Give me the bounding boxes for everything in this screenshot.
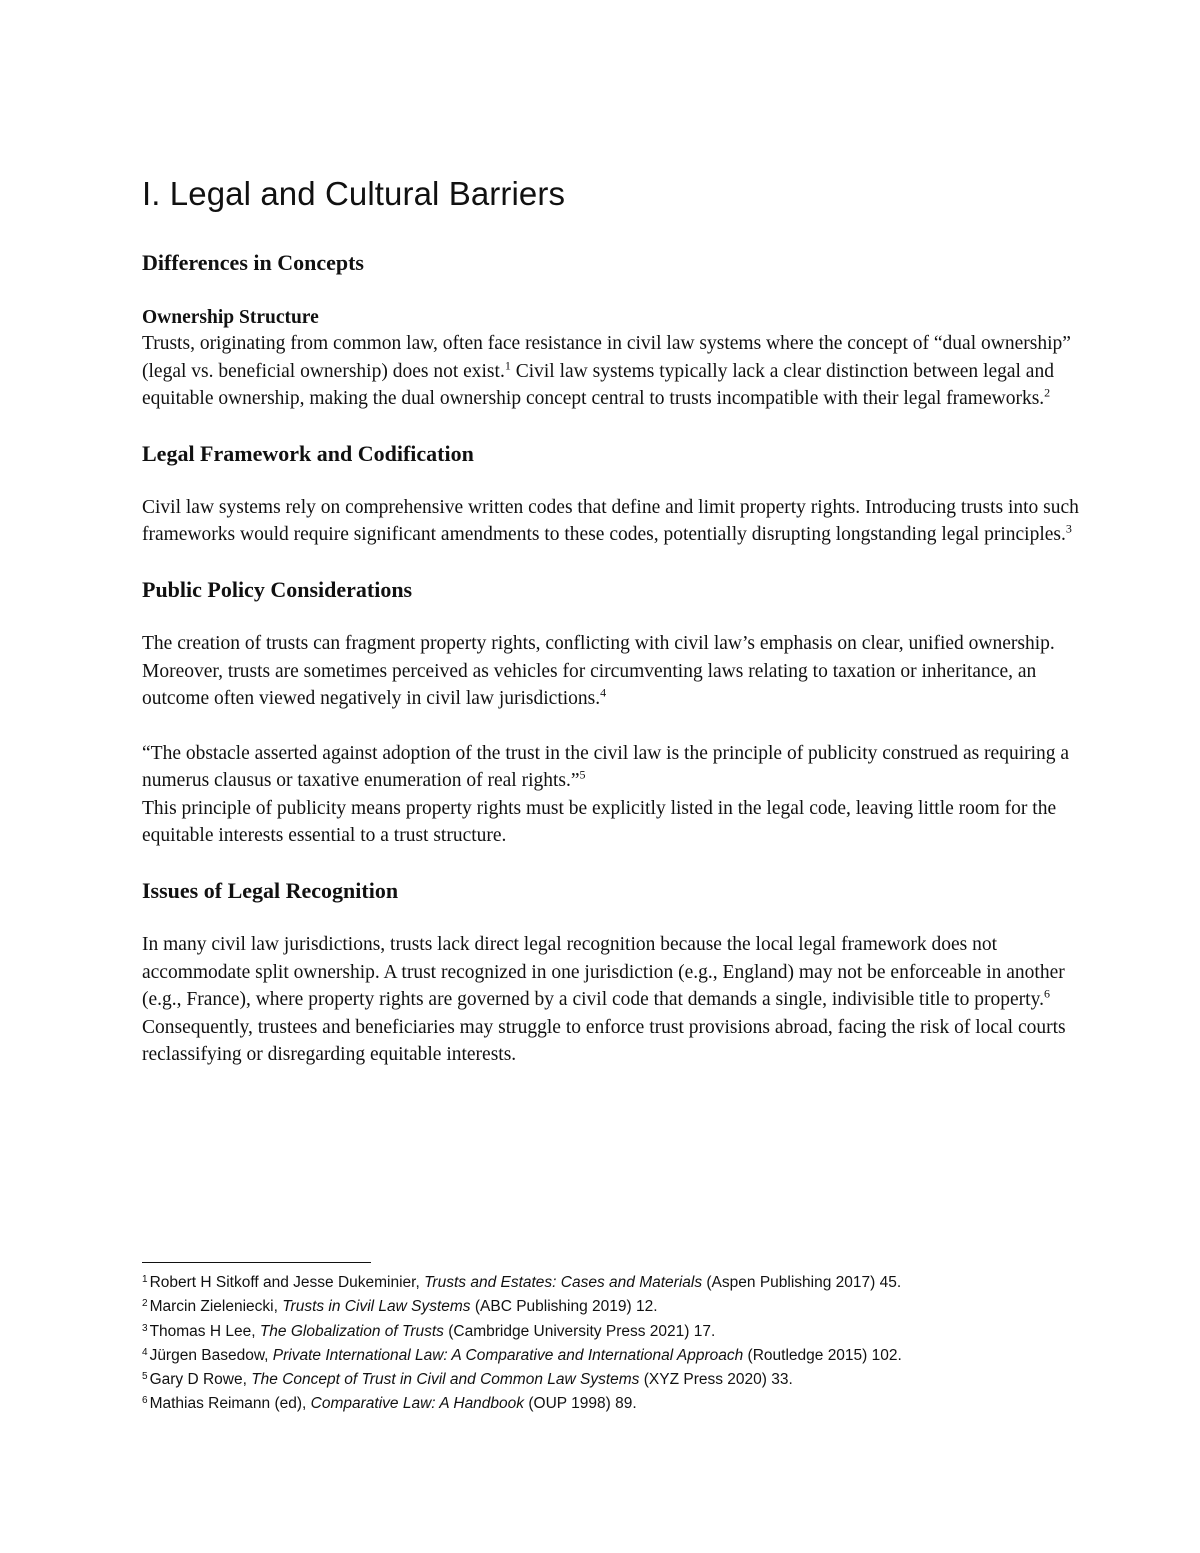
footnote-title: Trusts and Estates: Cases and Materials [424,1274,703,1291]
footnote-item [142,1271,1102,1295]
footnote-number: 4 [142,1346,148,1358]
footnote-title: The Concept of Trust in Civil and Common Law Systems [251,1371,640,1389]
footnote-title: The Globalization of Trusts [259,1322,444,1340]
footnotes [142,1262,1102,1417]
footnote-item [142,1344,1102,1368]
footnote-number: 3 [142,1322,148,1334]
footnote-number: 6 [142,1395,148,1407]
footnote-author: Gary D Rowe, [149,1371,252,1389]
footnote-title: Comparative Law: A Handbook [310,1395,525,1413]
page-title: I. Legal and Cultural Barriers [142,175,566,212]
recognition-paragraph [142,931,1082,1069]
footnote-item [142,1295,1102,1319]
footnote-ref-4[interactable]: 4 [600,685,607,700]
public-policy-section [142,577,1082,850]
codification-text: Civil law systems rely on comprehensive written codes that define and limit property rights. Introducing trusts into such frameworks would require significant amendments to these codes, potentially disrupting longstanding legal principles. [142,496,1079,546]
recognition-section [142,878,1082,1069]
recognition-text-2: Consequently, trustees and beneficiaries may struggle to enforce trust provisions abroad, facing the risk of local courts reclassifying or disregarding equitable interests. [142,1016,1066,1066]
footnote-author: Jürgen Basedow, [149,1346,273,1364]
publicity-quote: “The obstacle asserted against adoption of the trust in the civil law is the principle of publicity construed as requiring a numerus clausus or taxative enumeration of real rights.” [142,742,1070,792]
footnote-author: Thomas H Lee, [149,1322,260,1340]
footnote-item [142,1392,1102,1416]
public-policy-heading: Public Policy Considerations [142,576,413,602]
publicity-explanation: This principle of publicity means property rights must be explicitly listed in the legal code, leaving little room for the equitable interests essential to a trust structure. [142,797,1057,847]
document-body [142,176,1082,1097]
footnote-ref-1[interactable]: 1 [504,358,511,373]
ownership-text-1: Trusts, originating from common law, often face resistance in civil law systems where the concept of “dual ownership” (legal vs. beneficial ownership) does not exist. [142,333,1071,382]
footnote-separator [142,1262,371,1263]
footnote-author: Robert H Sitkoff and Jesse Dukeminier, [149,1274,425,1291]
codification-section [142,441,1082,549]
codification-heading: Legal Framework and Codification [142,440,474,466]
footnote-number: 2 [142,1298,148,1310]
public-policy-text: The creation of trusts can fragment property rights, conflicting with civil law’s emphasis on clear, unified ownership. Moreover, trusts are sometimes perceived as vehicles for circumventing laws relating to taxation or inheritance, an outcome often viewed negatively in civil law jurisdictions. [142,633,1055,710]
ownership-text-2: Civil law systems typically lack a clear distinction between legal and equitable ownership, making the dual ownership concept central to trusts incompatible with their legal frameworks. [142,360,1054,410]
public-policy-paragraph [142,630,1082,713]
ownership-structure-block [142,305,1082,413]
footnote-author: Marcin Zieleniecki, [149,1298,283,1316]
footnote-ref-6[interactable]: 6 [1043,986,1050,1001]
footnote-item [142,1368,1102,1392]
ownership-heading: Ownership Structure [142,306,319,328]
footnote-citation: (Cambridge University Press 2021) 17. [443,1322,716,1340]
recognition-text-1: In many civil law jurisdictions, trusts lack direct legal recognition because the local legal framework does not accommodate split ownership. A trust recognized in one jurisdiction (e.g., England) may not be enforceable in another (e.g., France), where property rights are governed by a civil code that demands a single, indivisible title to property. [142,934,1065,1011]
footnote-citation: (OUP 1998) 89. [524,1395,637,1413]
footnote-citation: (ABC Publishing 2019) 12. [470,1298,658,1316]
footnote-title: Trusts in Civil Law Systems [282,1298,471,1316]
footnote-citation: (XYZ Press 2020) 33. [639,1371,793,1389]
ownership-paragraph [142,330,1082,413]
footnote-number: 1 [142,1274,148,1285]
recognition-heading: Issues of Legal Recognition [142,877,399,903]
footnote-citation: (Routledge 2015) 102. [743,1346,902,1364]
footnote-number: 5 [142,1371,148,1383]
footnote-ref-5[interactable]: 5 [579,767,586,782]
footnote-ref-2[interactable]: 2 [1044,385,1051,400]
section-heading-differences: Differences in Concepts [142,250,364,276]
footnote-item [142,1320,1102,1344]
footnote-author: Mathias Reimann (ed), [149,1395,311,1413]
footnote-citation: (Aspen Publishing 2017) 45. [702,1274,902,1291]
codification-paragraph [142,494,1082,549]
footnote-title: Private International Law: A Comparative and International Approach [272,1346,744,1364]
footnote-ref-3[interactable]: 3 [1065,521,1072,536]
publicity-quote-paragraph [142,740,1082,850]
